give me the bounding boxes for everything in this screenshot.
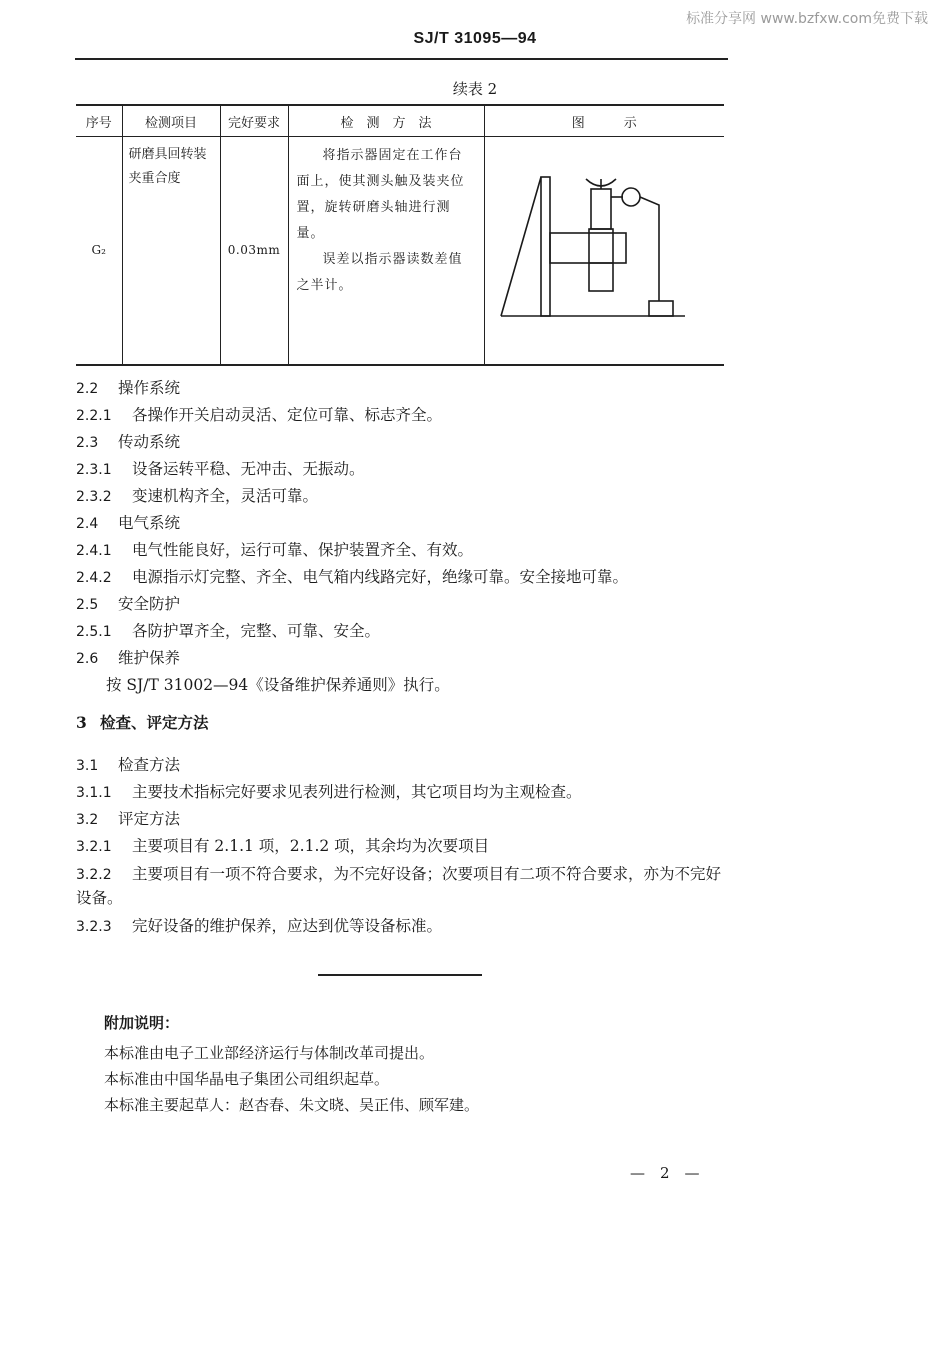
table-row — [76, 137, 724, 365]
section-line — [76, 594, 180, 615]
notes-line: 本标准由电子工业部经济运行与体制改革司提出。 — [104, 1044, 435, 1062]
method-paragraph-2: 误差以指示器读数差值之半计。 — [296, 252, 463, 293]
section-number: 2.4.2 — [76, 570, 112, 586]
section-line — [76, 540, 473, 561]
section-number: 3.2.3 — [76, 919, 112, 935]
section-number: 2.2.1 — [76, 408, 112, 424]
diagram-indicator-dial — [622, 188, 640, 206]
section-line — [76, 809, 180, 830]
section-text: 传动系统 — [118, 433, 181, 451]
section-line — [76, 916, 442, 937]
diagram-arm — [550, 233, 626, 263]
inspection-table — [76, 104, 724, 366]
section-number: 2.5.1 — [76, 624, 112, 640]
cell-seq: G₂ — [76, 137, 122, 365]
section-text: 主要项目有 2.1.1 项，2.1.2 项，其余均为次要项目 — [132, 837, 490, 855]
section-number: 3.2 — [76, 812, 99, 828]
section-line — [76, 836, 489, 857]
section3-heading-text: 检查、评定方法 — [100, 713, 209, 732]
section-number: 2.4.1 — [76, 543, 112, 559]
notes-title: 附加说明： — [104, 1014, 180, 1032]
section-divider — [318, 974, 482, 976]
section-line — [76, 648, 180, 669]
section-text: 完好设备的维护保养，应达到优等设备标准。 — [132, 917, 443, 935]
section-line — [76, 459, 365, 480]
section-line — [76, 621, 380, 642]
section-text: 安全防护 — [118, 595, 181, 613]
document-id: SJ/T 31095—94 — [413, 30, 537, 47]
section-line — [76, 864, 721, 885]
diagram-column-brace — [501, 177, 541, 316]
section-text: 操作系统 — [118, 379, 181, 397]
header-item: 检测项目 — [122, 105, 220, 137]
section-line — [76, 782, 582, 803]
diagram-magnetic-base — [649, 301, 673, 316]
header-seq: 序号 — [76, 105, 122, 137]
section-number: 2.3.2 — [76, 489, 112, 505]
header-rule — [75, 58, 728, 60]
section-line — [76, 405, 442, 426]
section-text: 设备。 — [76, 889, 123, 907]
cell-method — [288, 137, 484, 365]
section-text: 主要项目有一项不符合要求，为不完好设备；次要项目有二项不符合要求，亦为不完好 — [132, 865, 722, 883]
section-text: 各防护罩齐全，完整、可靠、安全。 — [132, 622, 381, 640]
section-text: 设备运转平稳、无冲击、无振动。 — [132, 460, 365, 478]
header-figure: 图 示 — [484, 105, 724, 137]
section3-heading — [76, 713, 209, 733]
section-text: 电源指示灯完整、齐全、电气箱内线路完好，绝缘可靠。安全接地可靠。 — [132, 568, 629, 586]
table-header-row — [76, 105, 724, 137]
measurement-diagram — [485, 137, 725, 363]
header-requirement: 完好要求 — [220, 105, 288, 137]
section-text: 各操作开关启动灵活、定位可靠、标志齐全。 — [132, 406, 443, 424]
diagram-column — [541, 177, 550, 316]
header-method: 检 测 方 法 — [288, 105, 484, 137]
section-text: 主要技术指标完好要求见表列进行检测，其它项目均为主观检查。 — [132, 783, 582, 801]
section-text: 维护保养 — [118, 649, 181, 667]
method-paragraph-1: 将指示器固定在工作台面上，使其测头触及装夹位置，旋转研磨头轴进行测量。 — [296, 148, 465, 241]
section-line — [76, 513, 180, 534]
section-number: 3.1 — [76, 758, 99, 774]
section-number: 2.4 — [76, 516, 99, 532]
notes-line: 本标准主要起草人：赵杏春、朱文晓、吴正伟、顾军建。 — [104, 1096, 480, 1114]
diagram-spindle-lower — [589, 229, 613, 291]
cell-requirement: 0.03mm — [220, 137, 288, 365]
section-number: 2.2 — [76, 381, 99, 397]
page-number: — 2 — — [630, 1164, 700, 1182]
section-line — [76, 888, 123, 908]
section-line — [76, 378, 180, 399]
notes-line: 本标准由中国华晶电子集团公司组织起草。 — [104, 1070, 390, 1088]
diagram-spindle-upper — [591, 189, 611, 229]
section-number: 2.6 — [76, 651, 99, 667]
section-text: 电气系统 — [118, 514, 181, 532]
maintenance-reference: 按 SJ/T 31002—94《设备维护保养通则》执行。 — [106, 676, 450, 694]
section-text: 变速机构齐全，灵活可靠。 — [132, 487, 319, 505]
section-number: 3.2.2 — [76, 867, 112, 883]
section-line — [76, 432, 180, 453]
section-line — [76, 755, 180, 776]
table-caption: 续表 2 — [452, 80, 498, 98]
section-text: 评定方法 — [118, 810, 181, 828]
section-text: 电气性能良好，运行可靠、保护装置齐全、有效。 — [132, 541, 474, 559]
cell-figure — [484, 137, 724, 365]
section-line — [76, 567, 628, 588]
section3-heading-number: 3 — [76, 713, 87, 732]
section-text: 检查方法 — [118, 756, 181, 774]
section-number: 2.3 — [76, 435, 99, 451]
section-number: 3.2.1 — [76, 839, 112, 855]
section-line — [76, 486, 318, 507]
watermark: 标准分享网 www.bzfxw.com免费下载 — [686, 11, 928, 27]
section-number: 3.1.1 — [76, 785, 112, 801]
cell-item: 研磨具回转装夹重合度 — [122, 137, 220, 365]
section-number: 2.5 — [76, 597, 99, 613]
diagram-indicator-stand — [640, 197, 659, 301]
section-number: 2.3.1 — [76, 462, 112, 478]
